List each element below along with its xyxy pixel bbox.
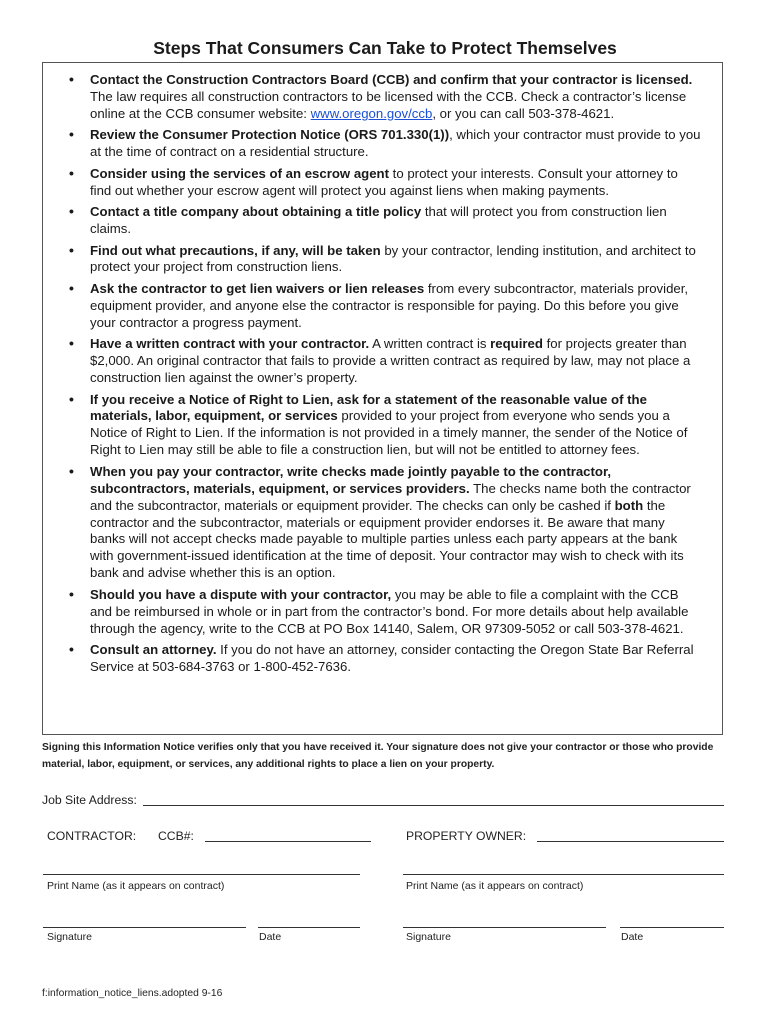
page-title: Steps That Consumers Can Take to Protect Themselves [153, 38, 617, 58]
bullet-icon: • [69, 203, 74, 220]
contractor-label: CONTRACTOR: [47, 829, 137, 843]
steps-list [69, 71, 702, 680]
list-item: • Ask the contractor to get lien waivers or lien releases from every subcontractor, materials provider, equipment provider, and anyone else the contractor is responsible for paying. Do this before you give your contractor a progress payment. [69, 279, 689, 330]
list-item: • Have a written contract with your contractor. A written contract is required for projects greater than $2,000. An original contractor that fails to provide a written contract as required by law, may not place a construction lien against the owner’s property. [69, 335, 691, 386]
footer-reference: f:information_notice_liens.adopted 9-16 [42, 988, 223, 999]
ccb-label: CCB#: [158, 829, 194, 843]
ccb-website-link[interactable]: www.oregon.gov/ccb [310, 105, 433, 121]
contractor-date-label: Date [259, 931, 282, 943]
owner-print-name-label: Print Name (as it appears on contract) [406, 880, 584, 892]
list-item: • If you receive a Notice of Right to Lien, ask for a statement of the reasonable value of the materials, labor, equipment, or services provided to your project from everyone who sends you a Notice of Right to Lien. If the information is not provided in a timely manner, the sender of the Notice of Right to Lien may still be able to file a construction lien, but will not be entitled to attorney fees. [69, 390, 688, 458]
job-site-label: Job Site Address: [42, 793, 137, 807]
bullet-icon: • [69, 164, 74, 181]
list-item: • Contact a title company about obtaining a title policy that will protect you from construction lien claims. [69, 203, 667, 237]
contractor-date-field[interactable] [258, 927, 360, 928]
owner-signature-field[interactable] [403, 927, 606, 928]
list-item: • When you pay your contractor, write checks made jointly payable to the contractor, subcontractors, materials, equipment, or services providers. The checks name both the contractor and the subcontractor, materials or equipment provider. The checks can only be cashed if both the contractor and the subcontractor, materials or equipment provider endorses it. Be aware that many banks will not accept checks made payable to multiple parties unless each party appears at the bank with government-issued identification at the time of deposit. Your contractor may wish to check with its bank and advise whether this is an option. [69, 462, 691, 581]
contractor-print-name-label: Print Name (as it appears on contract) [47, 880, 225, 892]
bullet-icon: • [69, 390, 74, 407]
ccb-number-field[interactable] [205, 841, 371, 842]
owner-date-label: Date [621, 931, 644, 943]
list-item: • Review the Consumer Protection Notice (ORS 701.330(1)), which your contractor must provide to you at the time of contract on a residential structure. [69, 126, 701, 160]
list-item: • Should you have a dispute with your contractor, you may be able to file a complaint with the CCB and be reimbursed in whole or in part from the contractor’s bond. For more details about help available through the agency, write to the CCB at PO Box 14140, Salem, OR 97309-5052 or call 503-378-4621. [69, 585, 689, 636]
bullet-icon: • [69, 335, 74, 352]
owner-print-name-field[interactable] [403, 874, 724, 875]
signing-notice: Signing this Information Notice verifies only that you have received it. Your signature does not give your contractor or those who provide material, labor, equipment, or services, any additional rights to place a lien on your property. [42, 742, 714, 770]
bullet-icon: • [69, 641, 74, 658]
list-item: • Contact the Construction Contractors Board (CCB) and confirm that your contractor is licensed. The law requires all construction contractors to be licensed with the CCB. Check a contractor’s license online at the CCB consumer website: www.oregon.gov/ccb, or you can call 503-378-4621. [69, 71, 693, 121]
property-owner-field[interactable] [537, 841, 724, 842]
owner-signature-label: Signature [406, 931, 451, 943]
contractor-signature-field[interactable] [43, 927, 246, 928]
bullet-icon: • [69, 126, 74, 143]
bullet-icon: • [69, 462, 74, 479]
contractor-signature-label: Signature [47, 931, 92, 943]
job-site-address-field[interactable] [143, 805, 724, 806]
bullet-icon: • [69, 71, 74, 87]
property-owner-label: PROPERTY OWNER: [406, 829, 527, 843]
list-item: • Find out what precautions, if any, will be taken by your contractor, lending institution, and architect to protect your project from construction liens. [69, 241, 696, 275]
bullet-icon: • [69, 279, 74, 296]
bullet-icon: • [69, 241, 74, 258]
list-item: • Consider using the services of an escrow agent to protect your interests. Consult your attorney to find out whether your escrow agent will protect you against liens when making payments. [69, 164, 678, 198]
contractor-print-name-field[interactable] [43, 874, 360, 875]
owner-date-field[interactable] [620, 927, 724, 928]
bullet-icon: • [69, 585, 74, 602]
list-item: • Consult an attorney. If you do not have an attorney, consider contacting the Oregon State Bar Referral Service at 503-684-3763 or 1-800-452-7636. [69, 641, 694, 674]
